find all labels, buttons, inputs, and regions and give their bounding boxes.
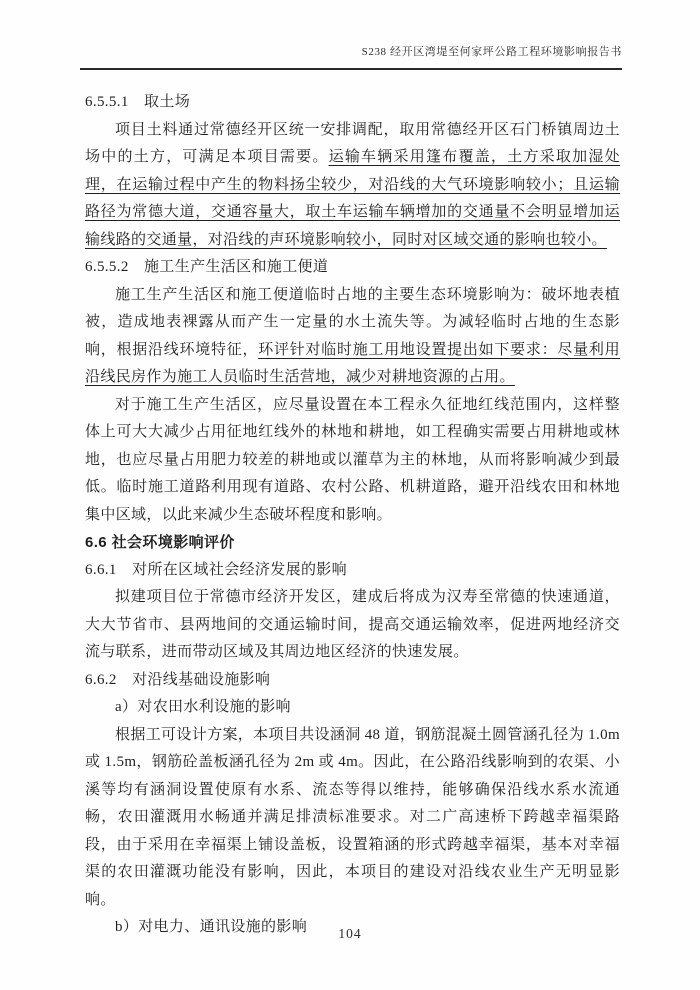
item-b-power-telecom-facilities: b）对电力、通讯设施的影响 bbox=[115, 919, 308, 935]
heading-6-6-2-infrastructure: 6.6.2 对沿线基础设施影响 bbox=[85, 671, 271, 688]
heading-6-5-5-1-borrow-area: 6.5.5.1 取土场 bbox=[85, 94, 191, 110]
text-run-underlined: 环评针对临时施工用地设置提出如下要求：尽量利用沿线民房作为施工人员临时生活营地，减少对耕地资源的占用。 bbox=[85, 341, 620, 385]
para-land-use: 对于施工生产生活区，应尽量设置在本工程永久征地红线范围内，这样整体上可大大减少占用征地红线外的林地和耕地，如工程确实需要占用耕地或林地，也应尽量占用肥力较差的耕地或以灌草为主的林地，从而将影响减少到最低。临时施工道路利用现有道路、农村公路、机耕道路，避开沿线农田和林地集中区域，以此来减少生态破坏程度和影响。 bbox=[85, 396, 620, 523]
page-body bbox=[85, 89, 620, 942]
para-borrow-area bbox=[85, 117, 620, 255]
para-construction-camp bbox=[85, 282, 620, 392]
heading-6-6-1-regional-economy: 6.6.1 对所在区域社会经济发展的影响 bbox=[85, 561, 348, 578]
page-number: 104 bbox=[338, 926, 362, 941]
header-title: S238 经开区湾堤至何家坪公路工程环境影响报告书 bbox=[361, 46, 622, 58]
para-culverts-irrigation: 根据工可设计方案，本项目共设涵洞 48 道，钢筋混凝土圆管涵孔径为 1.0m 或 1.5m，钢筋砼盖板涵孔径为 2m 或 4m。因此，在公路沿线影响到的农渠、小溪等均有涵洞设置使原有水系、流态等得以维持，能够确保沿线水系水流通畅，农田灌溉用水畅通并满足排渍标准要求。对二广高速桥下跨越幸福渠路段，由于采用在幸福渠上铺设盖板，设置箱涵的形式跨越幸福渠，基本对幸福渠的农田灌溉功能没有影响，因此，本项目的建设对沿线农业生产无明显影响。 bbox=[85, 726, 620, 908]
page-header bbox=[80, 45, 622, 70]
text-run: 项目土料通过常德经开区统一安排调配，取用常德经开区石门桥镇周边土场中的土方，可满足本项目需要。 bbox=[85, 121, 620, 165]
heading-6-5-5-2-construction-camp: 6.5.5.2 施工生产生活区和施工便道 bbox=[85, 259, 329, 275]
heading-6-6-social-environment: 6.6 社会环境影响评价 bbox=[85, 534, 235, 551]
text-run: 施工生产生活区和施工便道临时占地的主要生态环境影响为：破坏地表植被，造成地表裸露从而产生一定量的水土流失等。为减轻临时占地的生态影响，根据沿线环境特征， bbox=[85, 286, 620, 358]
para-regional-economy: 拟建项目位于常德市经济开发区，建成后将成为汉寿至常德的快速通道，大大节省市、县两地间的交通运输时间，提高交通运输效率，促进两地经济交流与联系，进而带动区域及其周边地区经济的快速发展。 bbox=[85, 589, 620, 660]
text-run-underlined: 运输车辆采用篷布覆盖，土方采取加湿处理，在运输过程中产生的物料扬尘较少，对沿线的大气环境影响较小；且运输路径为常德大道，交通容量大，取土车运输车辆增加的交通量不会明显增加运输线路的交通量，对沿线的声环境影响较小，同时对区域交通的影响也较小。 bbox=[85, 149, 620, 248]
item-a-irrigation-facilities: a）对农田水利设施的影响 bbox=[115, 699, 291, 715]
